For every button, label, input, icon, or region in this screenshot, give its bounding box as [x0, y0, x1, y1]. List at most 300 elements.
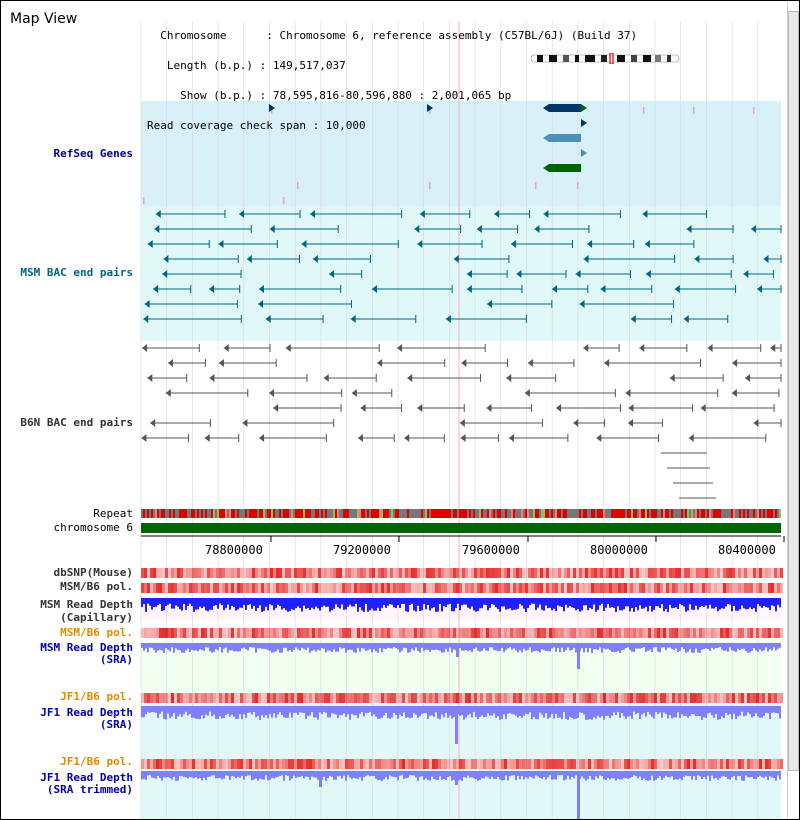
track-label-jf1-pol1: JF1/B6 pol. [60, 690, 133, 703]
dbsnp-band [768, 568, 771, 578]
msm-depth-cap-bar [607, 598, 609, 604]
msm-depth-cap-bar [407, 598, 409, 612]
jf1-pol-band [180, 693, 183, 703]
jf1-depth-trim-bar [573, 771, 575, 778]
repeat-segment [393, 509, 395, 518]
msm-depth-cap-bar [759, 598, 761, 606]
msm-pol-band [459, 583, 462, 593]
jf1-depth-trim-bar [223, 771, 225, 779]
msm-pol-band [390, 628, 393, 638]
jf1-pol-band [570, 759, 573, 769]
jf1-depth-sra-bar [627, 706, 629, 716]
jf1-depth-sra-bar [743, 706, 745, 716]
jf1-pol-band [567, 693, 570, 703]
repeat-segment [377, 509, 379, 518]
msm-depth-cap-bar [175, 598, 177, 605]
track-label-b6n-bac: B6N BAC end pairs [20, 416, 133, 429]
repeat-segment [533, 509, 535, 518]
jf1-pol-band [345, 693, 348, 703]
jf1-pol-band [255, 759, 258, 769]
jf1-pol-band [240, 759, 243, 769]
repeat-segment [711, 509, 713, 518]
repeat-segment [729, 509, 731, 518]
jf1-pol-band [261, 759, 264, 769]
jf1-depth-trim-bar [147, 771, 149, 775]
msm-depth-sra-bar [279, 643, 281, 653]
msm-depth-cap-bar [711, 598, 713, 608]
jf1-pol-band [279, 759, 282, 769]
jf1-depth-trim-bar [251, 771, 253, 780]
jf1-pol-band [753, 693, 756, 703]
msm-depth-sra-bar [379, 643, 381, 648]
jf1-pol-band [492, 693, 495, 703]
repeat-segment [621, 509, 623, 518]
jf1-depth-trim-bar [313, 771, 315, 777]
msm-depth-cap-bar [555, 598, 557, 611]
repeat-segment [493, 509, 495, 518]
repeat-segment [275, 509, 277, 518]
dbsnp-band [480, 568, 483, 578]
jf1-depth-trim-bar [359, 771, 361, 777]
jf1-pol-band [309, 693, 312, 703]
msm-depth-cap-bar [263, 598, 265, 611]
jf1-depth-sra-bar [737, 706, 739, 716]
msm-depth-sra-bar [159, 643, 161, 650]
msm-depth-sra-bar [609, 643, 611, 650]
jf1-pol-band [333, 759, 336, 769]
jf1-pol-band [483, 759, 486, 769]
repeat-segment [579, 509, 581, 518]
repeat-segment [147, 509, 149, 518]
msm-depth-sra-bar [649, 643, 651, 650]
msm-pol-band [408, 583, 411, 593]
jf1-pol-band [375, 759, 378, 769]
msm-depth-cap-bar [671, 598, 673, 608]
msm-depth-sra-bar [371, 643, 373, 652]
jf1-depth-sra-bar [411, 706, 413, 718]
msm-depth-sra-bar [157, 643, 159, 651]
jf1-depth-trim-bar [551, 771, 553, 780]
msm-depth-cap-bar [435, 598, 437, 612]
jf1-pol-band [468, 693, 471, 703]
jf1-pol-band [594, 759, 597, 769]
msm-pol-band [399, 583, 402, 593]
jf1-depth-trim-bar [175, 771, 177, 781]
jf1-pol-band [339, 759, 342, 769]
repeat-segment [769, 509, 771, 518]
jf1-depth-sra-bar [617, 706, 619, 712]
repeat-segment [379, 509, 381, 518]
repeat-segment [215, 509, 217, 518]
jf1-pol-band [576, 693, 579, 703]
msm-pol-band [147, 628, 150, 638]
dbsnp-band [693, 568, 696, 578]
dbsnp-band [141, 568, 144, 578]
dbsnp-band [468, 568, 471, 578]
msm-depth-cap-bar [145, 598, 147, 612]
jf1-pol-band [222, 759, 225, 769]
repeat-segment [359, 509, 361, 518]
msm-depth-sra-bar [675, 643, 677, 649]
msm-depth-cap-bar [239, 598, 241, 608]
jf1-depth-trim-bar [555, 771, 557, 780]
msm-pol-band [294, 628, 297, 638]
msm-pol-band [261, 583, 264, 593]
vertical-scrollbar[interactable] [787, 1, 800, 819]
jf1-pol-band [639, 693, 642, 703]
jf1-depth-sra-bar [303, 706, 305, 713]
dbsnp-band [324, 568, 327, 578]
msm-pol-band [351, 628, 354, 638]
msm-depth-sra-bar [199, 643, 201, 649]
jf1-depth-sra-bar [155, 706, 157, 713]
msm-depth-sra-bar [763, 643, 765, 650]
jf1-depth-trim-bar [591, 771, 593, 780]
dbsnp-band [618, 568, 621, 578]
repeat-segment [405, 509, 407, 518]
msm-depth-sra-bar [301, 643, 303, 648]
jf1-depth-sra-bar [705, 706, 707, 718]
msm-depth-cap-bar [673, 598, 675, 608]
dbsnp-band [579, 568, 582, 578]
msm-depth-sra-bar [653, 643, 655, 647]
track-label-jf1-pol2: JF1/B6 pol. [60, 755, 133, 768]
msm-depth-cap-bar [777, 598, 779, 605]
msm-pol-band [411, 583, 414, 593]
jf1-pol-band [228, 759, 231, 769]
msm-pol-band [639, 583, 642, 593]
msm-depth-sra-bar [615, 643, 617, 652]
msm-depth-sra-bar [177, 643, 179, 650]
repeat-segment [495, 509, 497, 518]
msm-depth-cap-bar [551, 598, 553, 610]
dbsnp-band [576, 568, 579, 578]
repeat-segment [313, 509, 315, 518]
repeat-segment [173, 509, 175, 518]
jf1-depth-trim-bar [779, 771, 781, 780]
jf1-depth-sra-bar [405, 706, 407, 718]
jf1-depth-trim-bar [499, 771, 501, 779]
jf1-pol-band [420, 693, 423, 703]
msm-pol-band [744, 583, 747, 593]
msm-depth-sra-bar [773, 643, 775, 647]
repeat-segment [613, 509, 615, 518]
msm-pol-band [162, 583, 165, 593]
msm-depth-cap-bar [429, 598, 431, 611]
dbsnp-band [762, 568, 765, 578]
msm-depth-sra-bar [275, 643, 277, 651]
msm-pol-band [474, 628, 477, 638]
b6n-bac-pair-end [168, 359, 173, 367]
msm-depth-sra-bar [759, 643, 761, 650]
jf1-depth-trim-bar [205, 771, 207, 780]
repeat-segment [763, 509, 765, 518]
repeat-segment [535, 509, 537, 518]
repeat-segment [433, 509, 435, 518]
msm-depth-sra-bar [365, 643, 367, 651]
jf1-depth-sra-bar [251, 706, 253, 715]
track-label-msm-pol1: MSM/B6 pol. [60, 580, 133, 593]
repeat-segment [689, 509, 691, 518]
msm-depth-sra-bar [211, 643, 213, 653]
repeat-segment [767, 509, 769, 518]
dbsnp-band [432, 568, 435, 578]
repeat-segment [239, 509, 241, 518]
repeat-segment [327, 509, 329, 518]
jf1-depth-trim-bar [267, 771, 269, 781]
jf1-depth-sra-bar [311, 706, 313, 712]
msm-depth-sra-bar [613, 643, 615, 652]
jf1-pol-band [654, 693, 657, 703]
dbsnp-band [612, 568, 615, 578]
dbsnp-band [405, 568, 408, 578]
jf1-pol-band [360, 759, 363, 769]
jf1-pol-band [546, 759, 549, 769]
msm-depth-cap-bar [211, 598, 213, 610]
repeat-segment [649, 509, 651, 518]
msm-depth-cap-bar [599, 598, 601, 605]
jf1-depth-sra-bar [719, 706, 721, 719]
jf1-depth-sra-bar [421, 706, 423, 714]
dbsnp-band [156, 568, 159, 578]
msm-depth-sra-bar [769, 643, 771, 649]
msm-pol-band [687, 583, 690, 593]
jf1-pol-band [759, 693, 762, 703]
b6n-bac-pair-end [628, 419, 633, 427]
jf1-pol-band [462, 759, 465, 769]
jf1-depth-sra-bar [445, 706, 447, 713]
axis-tick-label: 79200000 [333, 543, 391, 557]
jf1-pol-band [177, 759, 180, 769]
dbsnp-band [696, 568, 699, 578]
repeat-segment [329, 509, 331, 518]
msm-pol-band [705, 628, 708, 638]
msm-pol-band [585, 628, 588, 638]
jf1-depth-sra-bar [615, 706, 617, 715]
jf1-pol-band [246, 693, 249, 703]
msm-depth-cap-bar [721, 598, 723, 608]
repeat-segment [261, 509, 263, 518]
jf1-pol-band [297, 693, 300, 703]
dbsnp-band [651, 568, 654, 578]
msm-pol-band [306, 583, 309, 593]
msm-pol-band [258, 628, 261, 638]
b6n-bac-pair-end [209, 374, 214, 382]
msm-depth-cap-bar [477, 598, 479, 611]
msm-depth-sra-bar [557, 643, 559, 648]
dbsnp-band [588, 568, 591, 578]
msm-pol-band [420, 583, 423, 593]
msm-depth-sra-bar [715, 643, 717, 648]
msm-depth-sra-bar [297, 643, 299, 649]
msm-depth-cap-bar [573, 598, 575, 608]
jf1-depth-trim-bar [195, 771, 197, 777]
repeat-segment [743, 509, 745, 518]
jf1-depth-sra-bar [257, 706, 259, 716]
msm-pol-band [690, 628, 693, 638]
jf1-depth-trim-bar [513, 771, 515, 775]
msm-depth-cap-bar [209, 598, 211, 610]
jf1-depth-sra-bar [655, 706, 657, 712]
track-label-dbsnp: dbSNP(Mouse) [53, 566, 133, 579]
msm-depth-sra-bar [723, 643, 725, 651]
msm-pol-band [633, 628, 636, 638]
msm-depth-cap-bar [315, 598, 317, 607]
msm-depth-sra-bar [411, 643, 413, 649]
jf1-depth-trim-bar [373, 771, 375, 776]
jf1-depth-trim-bar [467, 771, 469, 776]
msm-pol-band [567, 583, 570, 593]
dbsnp-band [246, 568, 249, 578]
jf1-pol-band [534, 693, 537, 703]
jf1-depth-sra-bar [403, 706, 405, 712]
msm-pol-band [465, 583, 468, 593]
msm-depth-sra-bar [305, 643, 307, 650]
repeat-segment [171, 509, 173, 518]
repeat-segment [663, 509, 665, 518]
msm-depth-cap-bar [361, 598, 363, 611]
jf1-depth-trim-bar [151, 771, 153, 778]
track-label-repeat: Repeat [93, 507, 133, 520]
jf1-depth-trim-bar [377, 771, 379, 780]
jf1-depth-trim-bar [709, 771, 711, 781]
jf1-pol-band [444, 693, 447, 703]
jf1-depth-sra-bar [199, 706, 201, 719]
msm-depth-sra-bar [529, 643, 531, 647]
jf1-pol-band [267, 759, 270, 769]
jf1-depth-trim-bar [625, 771, 627, 778]
msm-depth-cap-bar [363, 598, 365, 612]
jf1-depth-sra-bar [621, 706, 623, 713]
msm-depth-sra-bar [247, 643, 249, 650]
msm-pol-band [267, 628, 270, 638]
jf1-depth-trim-bar [273, 771, 275, 779]
jf1-depth-sra-bar [609, 706, 611, 718]
msm-depth-sra-bar [225, 643, 227, 648]
jf1-pol-band [243, 693, 246, 703]
jf1-pol-band [414, 759, 417, 769]
jf1-pol-band [264, 693, 267, 703]
msm-depth-sra-bar [189, 643, 191, 652]
chromosome-ideogram[interactable] [531, 53, 681, 64]
repeat-segment [475, 509, 477, 518]
jf1-depth-sra-bar [187, 706, 189, 715]
repeat-segment [673, 509, 675, 518]
msm-depth-sra-bar [393, 643, 395, 647]
repeat-segment [761, 509, 763, 518]
dbsnp-band [300, 568, 303, 578]
repeat-segment [467, 509, 469, 518]
repeat-segment [435, 509, 437, 518]
dbsnp-band [357, 568, 360, 578]
msm-pol-band [177, 583, 180, 593]
dbsnp-band [729, 568, 732, 578]
jf1-depth-sra-bar [349, 706, 351, 720]
msm-pol-band [612, 583, 615, 593]
jf1-pol-band [300, 693, 303, 703]
msm-depth-sra-bar [657, 643, 659, 652]
msm-depth-cap-bar [257, 598, 259, 608]
dbsnp-band [648, 568, 651, 578]
jf1-depth-trim-bar-spike [319, 771, 322, 787]
jf1-pol-band [156, 759, 159, 769]
msm-depth-sra-bar [477, 643, 479, 651]
jf1-depth-trim-bar [673, 771, 675, 780]
jf1-pol-band [453, 759, 456, 769]
msm-depth-cap-bar [461, 598, 463, 605]
jf1-pol-band [486, 759, 489, 769]
repeat-segment [165, 509, 167, 518]
repeat-segment [217, 509, 219, 518]
jf1-pol-band [579, 693, 582, 703]
jf1-depth-sra-bar [193, 706, 195, 718]
jf1-depth-sra-bar [361, 706, 363, 712]
msm-depth-cap-bar [247, 598, 249, 605]
scrollbar-thumb[interactable] [788, 11, 799, 771]
jf1-pol-band [498, 693, 501, 703]
msm-depth-cap-bar [545, 598, 547, 606]
dbsnp-band [342, 568, 345, 578]
jf1-depth-sra-bar [663, 706, 665, 712]
jf1-depth-trim-bar [475, 771, 477, 779]
msm-pol-band [378, 583, 381, 593]
repeat-segment [343, 509, 345, 518]
dbsnp-band [657, 568, 660, 578]
msm-depth-cap-bar [713, 598, 715, 609]
jf1-depth-trim-bar [173, 771, 175, 777]
jf1-depth-sra-bar [425, 706, 427, 713]
repeat-segment [339, 509, 341, 518]
repeat-segment [503, 509, 505, 518]
msm-depth-sra-bar [617, 643, 619, 651]
jf1-pol-band [585, 693, 588, 703]
dbsnp-band [270, 568, 273, 578]
msm-pol-band [486, 583, 489, 593]
jf1-pol-band [426, 693, 429, 703]
msm-depth-sra-bar [165, 643, 167, 648]
dbsnp-band [438, 568, 441, 578]
jf1-depth-trim-bar [201, 771, 203, 780]
repeat-segment [383, 509, 385, 518]
repeat-segment [389, 509, 391, 518]
msm-pol-band [462, 628, 465, 638]
jf1-depth-trim-bar [303, 771, 305, 778]
b6n-bac-pair-end [701, 404, 706, 412]
jf1-depth-sra-bar [249, 706, 251, 712]
msm-depth-cap-bar [297, 598, 299, 606]
msm-pol-band [222, 583, 225, 593]
msm-depth-cap-bar [747, 598, 749, 609]
msm-depth-sra-bar [307, 643, 309, 648]
msm-pol-band [576, 583, 579, 593]
jf1-pol-band [315, 693, 318, 703]
msm-depth-sra-bar [241, 643, 243, 649]
jf1-depth-trim-bar [307, 771, 309, 777]
msm-depth-cap-bar [655, 598, 657, 606]
repeat-segment [555, 509, 557, 518]
msm-pol-band [510, 583, 513, 593]
msm-depth-sra-bar [629, 643, 631, 650]
track-label-msm-depth-sra-2: (SRA) [99, 653, 133, 666]
msm-depth-cap-bar [767, 598, 769, 608]
jf1-depth-trim-bar [543, 771, 545, 777]
msm-depth-cap-bar [459, 598, 461, 610]
jf1-depth-sra-bar [597, 706, 599, 716]
msm-pol-band [600, 628, 603, 638]
jf1-depth-sra-bar [601, 706, 603, 716]
jf1-depth-sra-bar [585, 706, 587, 720]
msm-depth-sra-bar [745, 643, 747, 651]
